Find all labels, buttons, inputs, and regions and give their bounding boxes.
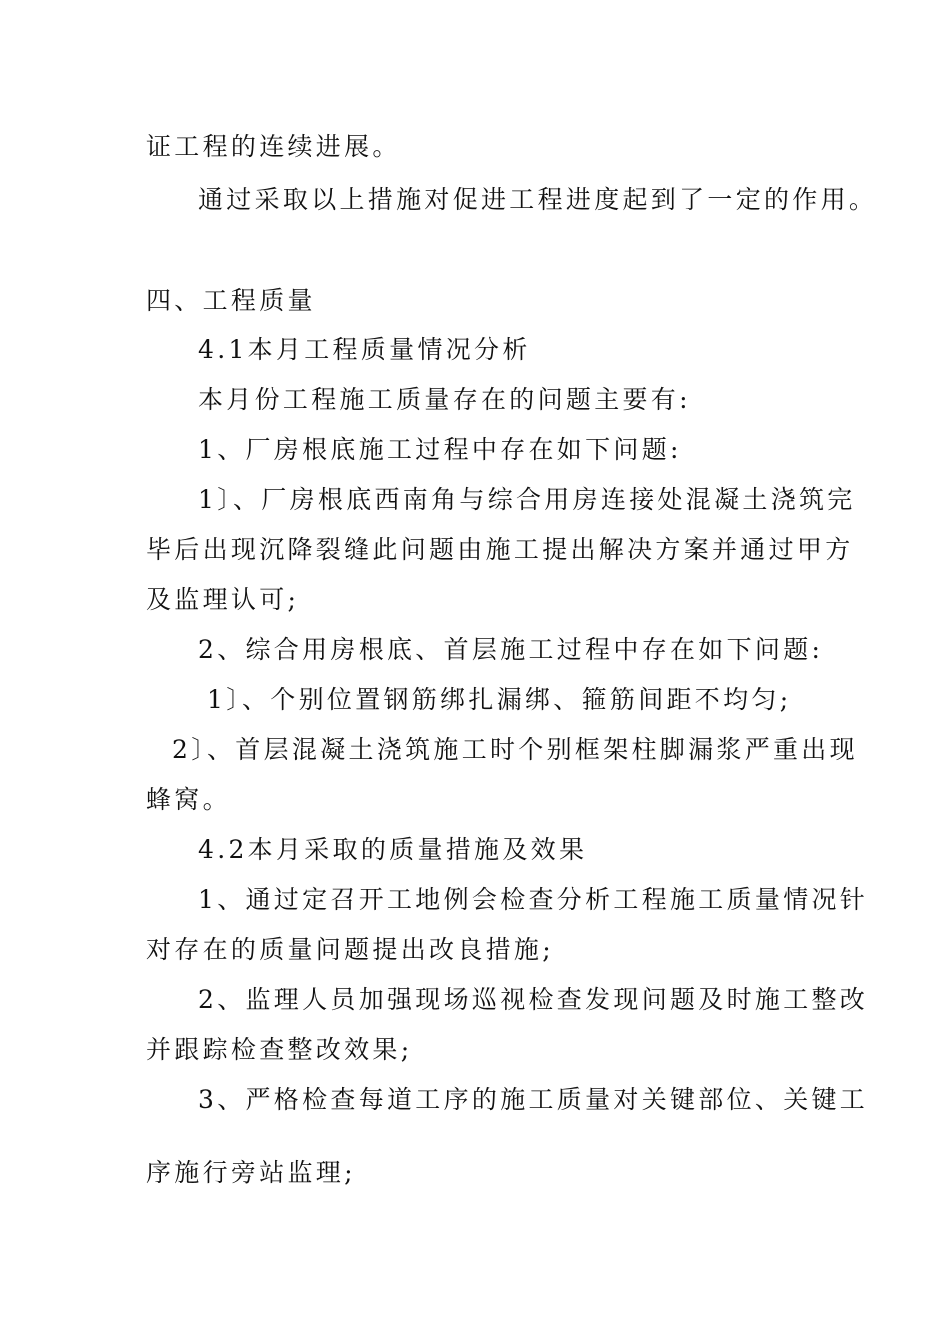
list-item: 2〕、首层混凝土浇筑施工时个别框架柱脚漏浆严重出现: [172, 735, 858, 764]
list-item: 1、厂房根底施工过程中存在如下问题:: [198, 435, 682, 464]
paragraph-line: 序施行旁站监理;: [146, 1158, 356, 1187]
list-item: 2、监理人员加强现场巡视检查发现问题及时施工整改: [198, 985, 869, 1014]
subsection-heading: 4.1本月工程质量情况分析: [198, 335, 531, 364]
paragraph-line: 蜂窝。: [146, 785, 231, 814]
paragraph-line: 证工程的连续进展。: [146, 132, 401, 161]
paragraph-line: 通过采取以上措施对促进工程进度起到了一定的作用。: [198, 185, 878, 214]
subsection-heading: 4.2本月采取的质量措施及效果: [198, 835, 588, 864]
paragraph-line: 对存在的质量问题提出改良措施;: [146, 935, 554, 964]
paragraph-line: 毕后出现沉降裂缝此问题由施工提出解决方案并通过甲方: [146, 535, 854, 564]
list-item: 2、综合用房根底、首层施工过程中存在如下问题:: [198, 635, 824, 664]
paragraph-line: 及监理认可;: [146, 585, 300, 614]
list-item: 1、通过定召开工地例会检查分析工程施工质量情况针: [198, 885, 869, 914]
list-item: 3、严格检查每道工序的施工质量对关键部位、关键工: [198, 1085, 869, 1114]
paragraph-line: 本月份工程施工质量存在的问题主要有:: [198, 385, 691, 414]
section-heading: 四、工程质量: [146, 286, 316, 315]
list-item: 1〕、个别位置钢筋绑扎漏绑、箍筋间距不均匀;: [207, 685, 792, 714]
list-item: 1〕、厂房根底西南角与综合用房连接处混凝土浇筑完: [198, 485, 856, 514]
paragraph-line: 并跟踪检查整改效果;: [146, 1035, 413, 1064]
